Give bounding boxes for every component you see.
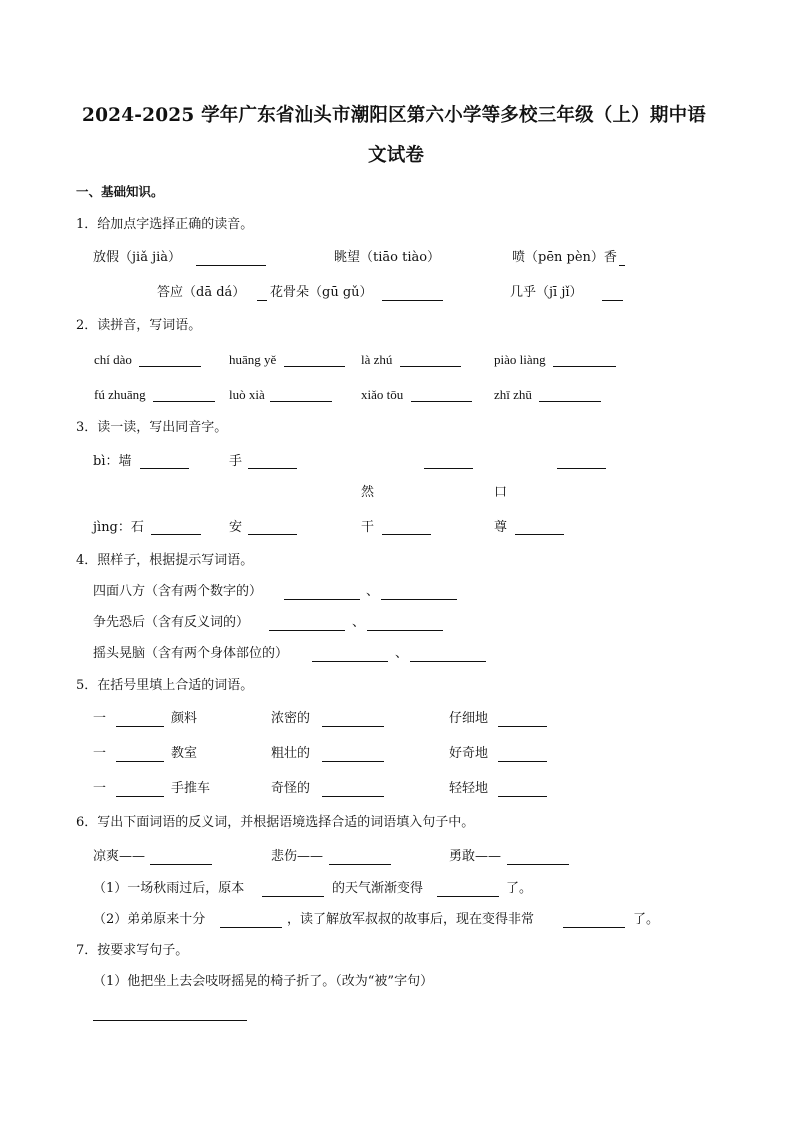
answer-blank[interactable]: [553, 354, 616, 367]
page-title-line-1: 2024-2025 学年广东省汕头市潮阳区第六小学等多校三年级（上）期中语: [82, 105, 706, 126]
q5-prompt: 5．在括号里填上合适的词语。: [76, 678, 254, 693]
answer-blank[interactable]: [322, 784, 384, 797]
q7-prompt: 7．按要求写句子。: [76, 943, 189, 958]
separator: 、: [352, 615, 366, 630]
q1-item: 眺望（tiāo tiào）: [334, 250, 441, 265]
answer-blank[interactable]: [329, 852, 391, 865]
q4-item: 争先恐后（含有反义词的）: [93, 615, 250, 630]
answer-blank[interactable]: [382, 522, 431, 535]
answer-blank[interactable]: [248, 456, 297, 469]
separator: 、: [395, 646, 409, 661]
answer-blank[interactable]: [424, 456, 473, 469]
answer-blank[interactable]: [196, 253, 266, 266]
q3-bi-label: bì：墙: [93, 454, 132, 469]
q5-yi: 一: [93, 711, 107, 726]
pinyin-item: chí dào: [94, 352, 132, 367]
answer-blank[interactable]: [269, 618, 345, 631]
q5-yi: 一: [93, 781, 107, 796]
q5-word: 颜料: [171, 711, 198, 726]
q5-yi: 一: [93, 746, 107, 761]
answer-blank[interactable]: [220, 915, 282, 928]
q5-word: 教室: [171, 746, 198, 761]
answer-blank[interactable]: [116, 749, 164, 762]
q1-prompt: 1．给加点字选择正确的读音。: [76, 217, 254, 232]
q6-sentence-1c: 了。: [506, 881, 533, 896]
separator: 、: [366, 584, 380, 599]
q6-word: 悲伤——: [271, 849, 324, 864]
answer-blank[interactable]: [557, 456, 606, 469]
answer-blank[interactable]: [507, 852, 569, 865]
q4-prompt: 4．照样子，根据提示写词语。: [76, 553, 254, 568]
answer-blank[interactable]: [139, 354, 201, 367]
q5-word: 轻轻地: [449, 781, 489, 796]
q6-sentence-1a: （1）一场秋雨过后，原本: [93, 881, 245, 896]
answer-blank[interactable]: [539, 389, 601, 402]
answer-blank[interactable]: [312, 649, 388, 662]
pinyin-item: zhī zhū: [494, 387, 532, 402]
answer-blank[interactable]: [498, 749, 547, 762]
q3-char: 安: [229, 520, 243, 535]
answer-blank[interactable]: [619, 253, 625, 266]
q4-item: 摇头晃脑（含有两个身体部位的）: [93, 646, 289, 661]
q6-sentence-2b: ，读了解放军叔叔的故事后，现在变得非常: [287, 912, 535, 927]
answer-blank[interactable]: [400, 354, 461, 367]
q3-char: 手: [229, 454, 243, 469]
pinyin-item: xiǎo tōu: [361, 387, 404, 402]
q1-item: 放假（jiǎ jià）: [93, 250, 182, 265]
answer-blank[interactable]: [257, 288, 267, 301]
answer-blank[interactable]: [382, 288, 443, 301]
answer-blank[interactable]: [153, 389, 215, 402]
answer-blank[interactable]: [411, 389, 472, 402]
pinyin-item: luò xià: [229, 387, 265, 402]
answer-blank[interactable]: [563, 915, 625, 928]
q3-char: 干: [361, 520, 375, 535]
answer-blank[interactable]: [284, 587, 360, 600]
answer-blank[interactable]: [498, 714, 547, 727]
q1-item: 喷（pēn pèn）香: [512, 250, 617, 265]
q1-item: 几乎（jī jǐ）: [510, 285, 583, 300]
q7-sentence-1: （1）他把坐上去会吱呀摇晃的椅子折了。（改为“被”字句）: [93, 974, 434, 989]
q5-word: 浓密的: [271, 711, 311, 726]
pinyin-item: là zhú: [361, 352, 393, 367]
q5-word: 仔细地: [449, 711, 489, 726]
answer-blank[interactable]: [498, 784, 547, 797]
answer-blank[interactable]: [322, 714, 384, 727]
answer-blank[interactable]: [284, 354, 345, 367]
q6-sentence-2a: （2）弟弟原来十分: [93, 912, 206, 927]
answer-blank[interactable]: [151, 522, 201, 535]
answer-blank[interactable]: [270, 389, 332, 402]
answer-blank[interactable]: [116, 784, 164, 797]
answer-blank[interactable]: [602, 288, 623, 301]
q6-word: 勇敢——: [449, 849, 502, 864]
answer-blank[interactable]: [381, 587, 457, 600]
pinyin-item: fú zhuāng: [94, 387, 146, 402]
q3-char: 尊: [494, 520, 508, 535]
answer-blank[interactable]: [116, 714, 164, 727]
q5-word: 粗壮的: [271, 746, 311, 761]
q6-word: 凉爽——: [93, 849, 146, 864]
section-heading: 一、基础知识。: [76, 184, 164, 199]
q5-word: 奇怪的: [271, 781, 311, 796]
answer-blank[interactable]: [248, 522, 297, 535]
q4-item: 四面八方（含有两个数字的）: [93, 584, 263, 599]
q1-item: 答应（dā dá）: [157, 285, 246, 300]
q6-prompt: 6．写出下面词语的反义词，并根据语境选择合适的词语填入句子中。: [76, 815, 475, 830]
pinyin-item: piào liàng: [494, 352, 546, 367]
answer-blank[interactable]: [93, 1008, 247, 1021]
q6-sentence-1b: 的天气渐渐变得: [332, 881, 424, 896]
q3-char: 然: [361, 485, 375, 500]
answer-blank[interactable]: [515, 522, 564, 535]
answer-blank[interactable]: [410, 649, 486, 662]
q3-jing-label: jìng：石: [93, 520, 144, 535]
answer-blank[interactable]: [150, 852, 212, 865]
answer-blank[interactable]: [437, 884, 499, 897]
q6-sentence-2c: 了。: [633, 912, 660, 927]
q5-word: 好奇地: [449, 746, 489, 761]
q5-word: 手推车: [171, 781, 211, 796]
answer-blank[interactable]: [322, 749, 384, 762]
q1-item: 花骨朵（gū gǔ）: [270, 285, 373, 300]
page-title-line-2: 文试卷: [368, 145, 425, 166]
answer-blank[interactable]: [367, 618, 443, 631]
q2-prompt: 2．读拼音，写词语。: [76, 318, 202, 333]
answer-blank[interactable]: [140, 456, 189, 469]
pinyin-item: huāng yě: [229, 352, 277, 367]
q3-prompt: 3．读一读，写出同音字。: [76, 420, 228, 435]
q3-char: 口: [494, 485, 508, 500]
answer-blank[interactable]: [262, 884, 324, 897]
